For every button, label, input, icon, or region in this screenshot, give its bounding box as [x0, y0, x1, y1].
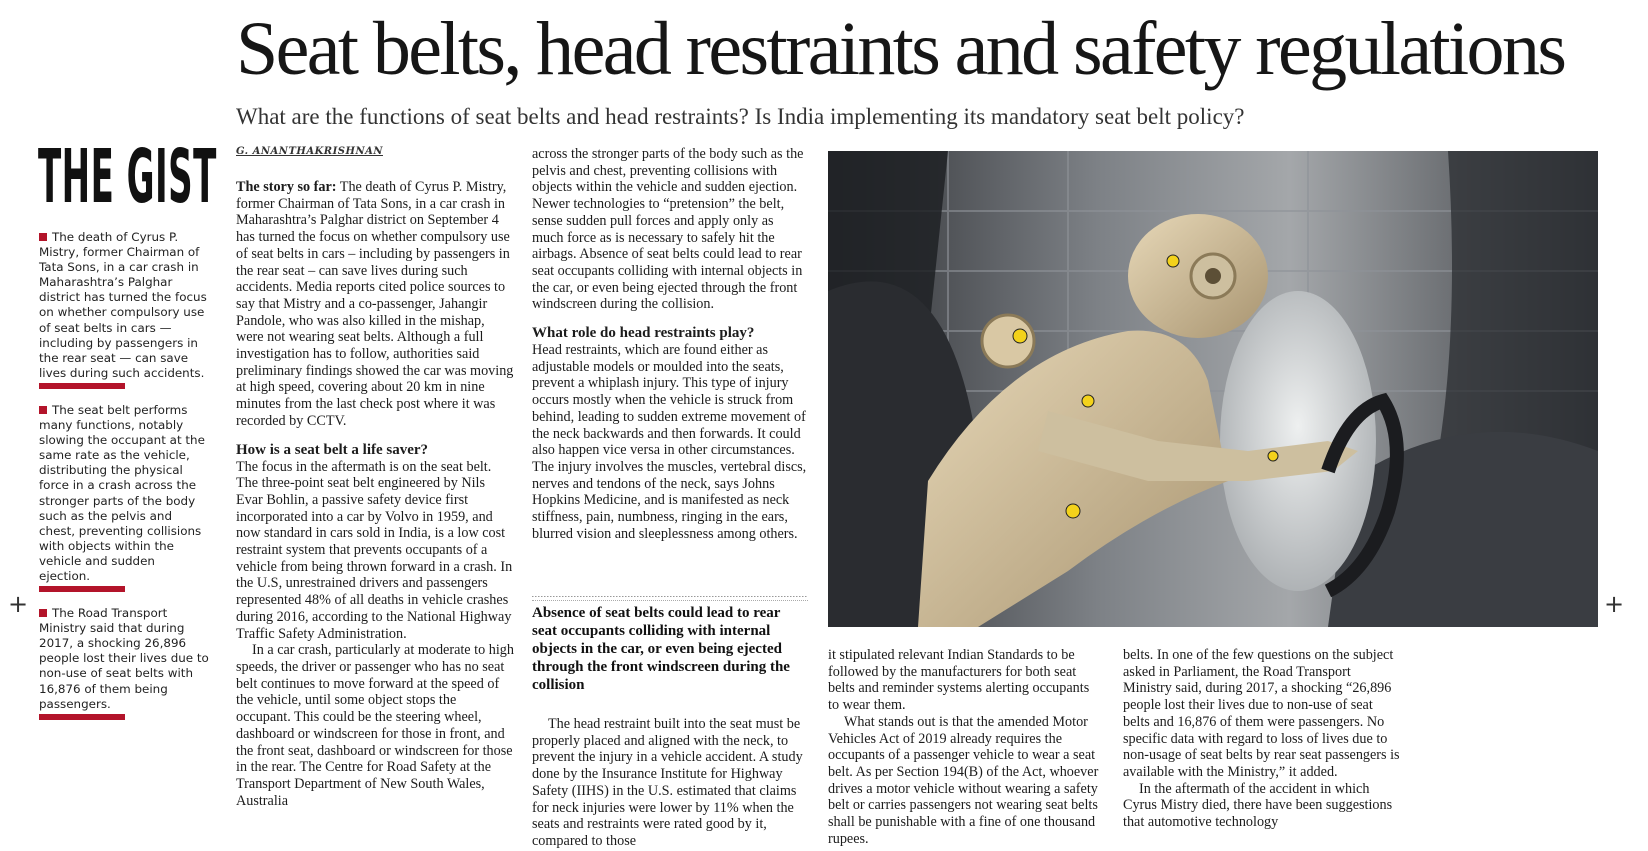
body-paragraph: The head restraint built into the seat must be properly placed and aligned with the neck, to prevent the injury in a vehicle accident. A study done by the Insurance Institute for Highway Safety (IIHS) in the U.S. estimated that claims for neck injuries were lower by 11% when the seats and restraints were rated good by it, compared to those	[532, 716, 803, 849]
body-paragraph: Head restraints, which are found either as adjustable models or moulded into the seats, prevent a whiplash injury. This type of injury occurs mostly when the vehicle is struck from behind, leading to sudden extreme movement of the neck backwards and then forwards. It could also happen vice versa in other circumstances. The injury involves the muscles, vertebral discs, nerves and tendons of the neck, says Johns Hopkins Medicine, and is manifested as neck stiffness, pain, numbness, ringing in the ears, blurred vision and sleeplessness among others.	[532, 342, 807, 542]
headline: Seat belts, head restraints and safety regulations	[236, 7, 1565, 91]
gist-title: THE GIST	[38, 134, 217, 220]
body-paragraph: In the aftermath of the accident in which Cyrus Mistry died, there have been suggestions that automotive technology	[1123, 780, 1393, 831]
pullquote-divider	[532, 596, 808, 601]
article-column-4	[1123, 647, 1401, 831]
body-paragraph: The focus in the aftermath is on the seat belt. The three-point seat belt engineered by Nils Evar Bohlin, a passive safety device first incorporated into a car by Volvo in 1959, and now standard in cars sold in India, is a low cost restraint system that prevents occupants of a vehicle from being thrown forward in a crash. In the U.S, unrestrained drivers and passengers represented 48% of all deaths in vehicle crashes during 2016, according to the National Highway Traffic Safety Administration.	[236, 458, 513, 642]
gist-item: The Road Transport Ministry said that during 2017, a shocking 26,896 people lost their lives due to non-use of seat belts with 16,876 of them being passengers.	[39, 606, 209, 720]
crash-test-dummy-illustration	[828, 151, 1598, 627]
article-column-2	[532, 146, 808, 542]
standfirst: What are the functions of seat belts and head restraints? Is India implementing its mandatory seat belt policy?	[236, 104, 1245, 129]
gist-item: The death of Cyrus P. Mistry, former Chairman of Tata Sons, in a car crash in Maharashtra’s Palghar district has turned the focus on whether compulsory use of seat belts in cars — including by passengers in the rear seat — can save lives during such accidents.	[39, 230, 209, 389]
crash-test-photo	[828, 151, 1598, 627]
body-paragraph: across the stronger parts of the body such as the pelvis and chest, preventing collisions with objects within the vehicle and sudden ejection. Newer technologies to “pretension” the belt, sense sudden pull forces and apply only as much force as is necessary to safely hit the airbags. Absence of seat belts could lead to rear seat occupants colliding with internal objects in the car, or even being ejected through the front windscreen during the collision.	[532, 146, 804, 313]
square-bullet-icon	[39, 233, 47, 241]
lead-label: The story so far:	[236, 179, 337, 195]
lead-paragraph: The story so far: The death of Cyrus P. Mistry, former Chairman of Tata Sons, in a car crash in Maharashtra’s Palghar district on September 4 has turned the focus on whether compulsory use of seat belts in cars – including by passengers in the rear seat – can save lives during such accidents. Media reports cited police sources to say that Mistry and a co-passenger, Jahangir Pandole, who was also killed in the mishap, were not wearing seat belts. Although a full investigation has to follow, authorities said preliminary findings showed the car was moving at high speed, covering about 20 km in nine minutes from the last check post where it was recorded by CCTV.	[236, 179, 514, 429]
gist-item: The seat belt performs many functions, notably slowing the occupant at the same rate as the vehicle, distributing the physical force in a crash across the stronger parts of the body such as the pelvis and chest, preventing collisions with objects within the vehicle and sudden ejection.	[39, 403, 209, 592]
subhead-seat-belt: How is a seat belt a life saver?	[236, 441, 429, 458]
square-bullet-icon	[39, 406, 47, 414]
body-paragraph: In a car crash, particularly at moderate to high speeds, the driver or passenger who has no seat belt continues to move forward at the speed of the vehicle, until some object stops the occupant. This could be the steering wheel, dashboard or windscreen for those in front, and the front seat, dashboard or windscreen for those in the rear. The Centre for Road Safety at the Transport Department of New South Wales, Australia	[236, 642, 514, 809]
registration-mark-left: +	[8, 590, 29, 618]
registration-mark-right: +	[1604, 590, 1625, 618]
article-column-1	[236, 179, 514, 809]
byline: G. ANANTHAKRISHNAN	[236, 146, 383, 157]
pullquote: Absence of seat belts could lead to rear seat occupants colliding with internal objects in the car, or even being ejected through the front windscreen during the collision	[532, 605, 790, 693]
body-paragraph: What stands out is that the amended Motor Vehicles Act of 2019 already requires the occupants of a passenger vehicle to wear a seat belt. As per Section 194(B) of the Act, whoever drives a motor vehicle without wearing a safety belt or carries passengers not wearing seat belts shall be punishable with a fine of one thousand rupees.	[828, 713, 1099, 847]
gist-list	[39, 230, 209, 734]
square-bullet-icon	[39, 609, 47, 617]
body-paragraph: belts. In one of the few questions on the subject asked in Parliament, the Road Transport Ministry said, during 2017, a shocking “26,896 people lost their lives due to non-use of seat belts and 16,876 of them were passengers. No specific data with regard to loss of lives due to non-usage of seat belts by rear seat passengers is available with the Ministry,” it added.	[1123, 647, 1400, 780]
article-column-3	[828, 647, 1100, 847]
body-paragraph: it stipulated relevant Indian Standards to be followed by the manufacturers for both seat belts and reminder systems alerting occupants to wear them.	[828, 647, 1090, 714]
subhead-head-restraints: What role do head restraints play?	[532, 325, 755, 342]
article-column-2-continued	[532, 716, 808, 850]
